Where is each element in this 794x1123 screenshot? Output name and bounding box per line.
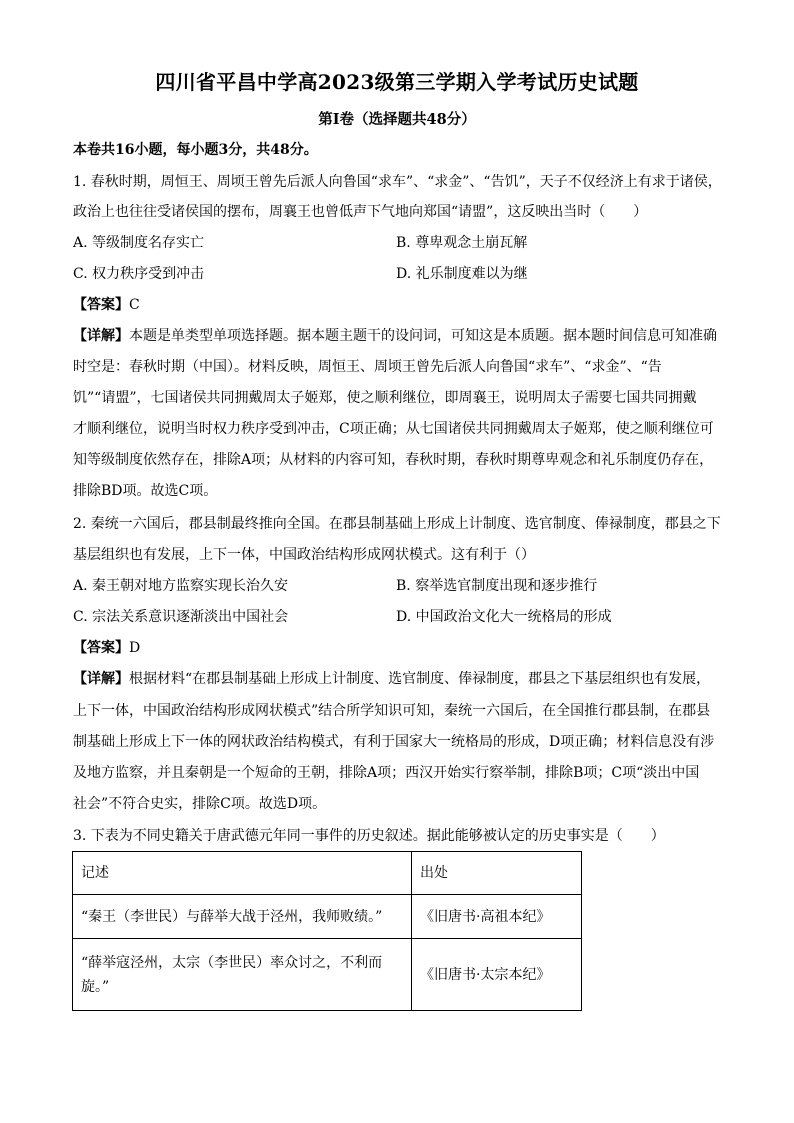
instruction-text: 本卷共16小题，每小题3分，共48分。 — [73, 142, 318, 158]
table-header-cell: 记述 — [73, 852, 412, 895]
detail-tag: 【详解】 — [73, 328, 129, 344]
answer-tag: 【答案】 — [73, 297, 129, 313]
detail-text: 本题是单类型单项选择题。据本题主题干的设问词，可知这是本质题。据本题时间信息可知准确 — [129, 328, 717, 344]
q2-detail-line-2: 上下一体，中国政治结构形成网状模式”结合所学知识可知，秦统一六国后，在全国推行郡县制，在郡县 — [73, 703, 711, 719]
q1-stem-line-1: 1. 春秋时期，周恒王、周顷王曾先后派人向鲁国“求车”、“求金”、“告饥”，天子不仅经济上有求于诸侯， — [73, 174, 722, 190]
table-header-cell: 出处 — [412, 852, 582, 895]
q1-detail-line-6: 排除BD项。故选C项。 — [73, 483, 218, 499]
page-title: 四川省平昌中学高2023级第三学期入学考试历史试题 — [155, 70, 639, 94]
q1-option-d: D. 礼乐制度难以为继 — [396, 266, 528, 282]
q2-stem-line-1: 2. 秦统一六国后，郡县制最终推向全国。在郡县制基础上形成上计制度、选官制度、俸禄制度，郡县之下 — [73, 516, 721, 532]
q2-option-c: C. 宗法关系意识逐渐淡出中国社会 — [73, 609, 289, 625]
history-table — [72, 851, 582, 1011]
q2-option-a: A. 秦王朝对地方监察实现长治久安 — [73, 578, 289, 594]
q1-answer — [73, 295, 733, 315]
q1-option-a: A. 等级制度名存实亡 — [73, 235, 205, 251]
table-row — [73, 895, 582, 939]
q1-detail-line-2: 时空是：春秋时期（中国）。材料反映，周恒王、周顷王曾先后派人向鲁国“求车”、“求金”、“告 — [73, 359, 662, 375]
table-cell-source: 《旧唐书·高祖本纪》 — [412, 895, 582, 939]
q2-option-b: B. 察举选官制度出现和逐步推行 — [396, 578, 598, 594]
q1-detail-line-5: 知等级制度依然存在，排除A项；从材料的内容可知，春秋时期，春秋时期尊卑观念和礼乐制度仍存在， — [73, 452, 714, 468]
q2-detail-line-1 — [73, 669, 733, 689]
q2-option-d: D. 中国政治文化大一统格局的形成 — [396, 609, 612, 625]
table-cell-text: “秦王（李世民）与薛举大战于泾州，我师败绩。” — [73, 895, 412, 939]
q2-detail-line-5: 社会”不符合史实，排除C项。故选D项。 — [73, 796, 327, 812]
answer-value: C — [129, 297, 140, 313]
q1-stem-line-2: 政治上也往往受诸侯国的摆布，周襄王也曾低声下气地向郑国“请盟”，这反映出当时（ ） — [73, 204, 648, 220]
detail-text: 根据材料“在郡县制基础上形成上计制度、选官制度、俸禄制度，郡县之下基层组织也有发展， — [129, 671, 711, 687]
answer-tag: 【答案】 — [73, 640, 129, 656]
q2-answer — [73, 638, 733, 658]
q1-detail-line-1 — [73, 326, 733, 346]
q1-option-b: B. 尊卑观念土崩瓦解 — [396, 235, 528, 251]
section-heading: 第Ⅰ卷（选择题共48分） — [318, 111, 476, 128]
q2-detail-line-3: 制基础上形成上下一体的网状政治结构模式，有利于国家大一统格局的形成，D项正确；材料信息没有涉 — [73, 734, 715, 750]
q3-stem: 3. 下表为不同史籍关于唐武德元年同一事件的历史叙述。据此能够被认定的历史事实是（ ） — [73, 828, 665, 844]
table-cell-text — [73, 939, 412, 1011]
q1-detail-line-3: 饥”“请盟”，七国诸侯共同拥戴周太子姬郑，使之顺利继位，即周襄王，说明周太子需要七国共同拥戴 — [73, 390, 697, 406]
q2-detail-line-4: 及地方监察，并且秦朝是一个短命的王朝，排除A项；西汉开始实行察举制，排除B项；C项“淡出中国 — [73, 765, 700, 781]
answer-value: D — [129, 640, 141, 656]
q1-detail-line-4: 才顺利继位，说明当时权力秩序受到冲击，C项正确；从七国诸侯共同拥戴周太子姬郑，使之顺利继位可 — [73, 421, 714, 437]
table-row — [73, 939, 582, 1011]
table-cell-source: 《旧唐书·太宗本纪》 — [412, 939, 582, 1011]
detail-tag: 【详解】 — [73, 671, 129, 687]
q1-option-c: C. 权力秩序受到冲击 — [73, 266, 205, 282]
table-cell-text-line: 旋。” — [81, 978, 110, 995]
q2-stem-line-2: 基层组织也有发展，上下一体，中国政治结构形成网状模式。这有利于（） — [73, 547, 535, 563]
table-cell-text-line: “薛举寇泾州，太宗（李世民）率众讨之，不利而 — [81, 954, 383, 971]
table-header-row — [73, 852, 582, 895]
